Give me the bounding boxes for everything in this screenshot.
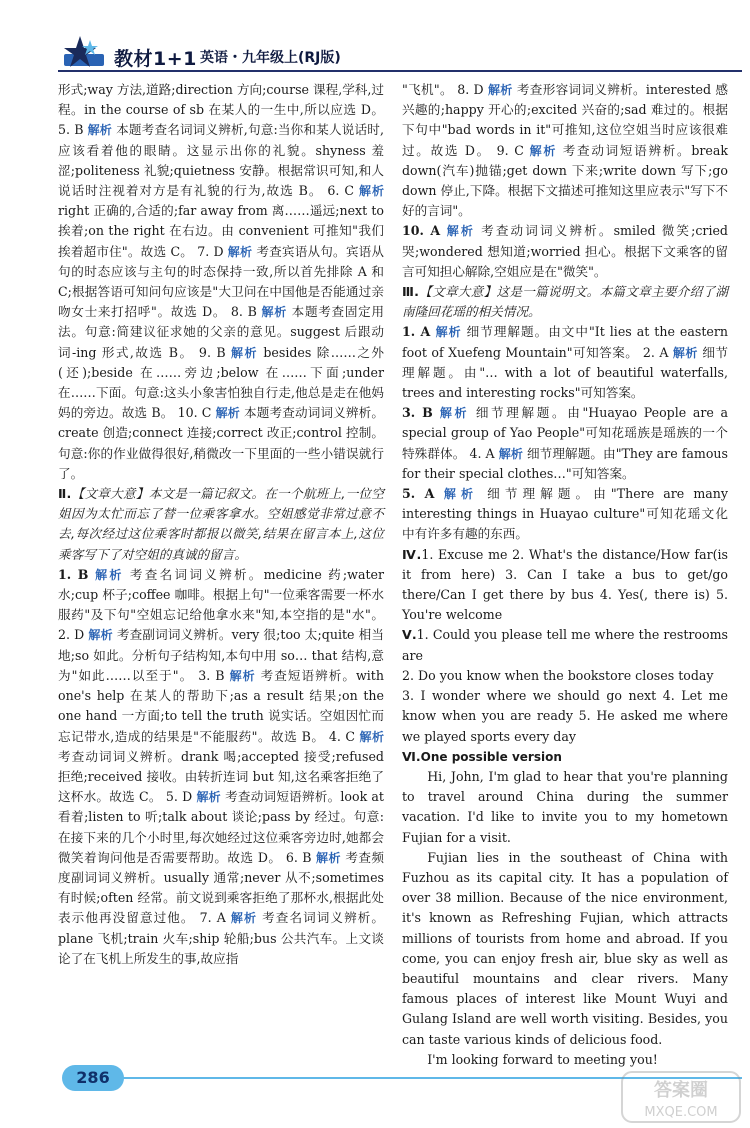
jiexi-label: 解析	[316, 850, 341, 865]
essay-paragraph: I'm looking forward to meeting you!	[427, 1051, 658, 1067]
jiexi-label: 解析	[87, 123, 112, 138]
jiexi-label: 解析	[439, 406, 470, 421]
jiexi-label: 解析	[672, 345, 698, 360]
section-three-summary	[402, 282, 728, 322]
section-number: Ⅴ.	[402, 627, 417, 643]
answer-paragraph: 1. B 解析 考查名词词义辨析。medicine 药;water 水;cup 杯子;coffee 咖啡。根据上句"一位乘客需要一杯水服药"及下句"空姐忘记给他拿水来"知,本空指的是"水"。 2. D 解析 考查副词词义辨析。very 很;too 太;quite 相当地;so 如此。分析句子结构知,本句中用 so… that 结构,意为"如此……以至于"。 3. B 解析 考查短语辨析。with one's help 在某人的帮助下;as a result 结果;on the one hand 一方面;to tell the truth 说实话。空姐因忙而忘记带水,造成的结果是"不能服药"。故选 B。 4. C 解析 考查动词词义辨析。drank 喝;accepted 接受;refused 拒绝;received 接收。由转折连词 but 知,这名乘客拒绝了这杯水。故选 C。 5. D 解析 考查动词短语辨析。look at 看着;listen to 听;talk about 谈论;pass by 经过。句意:在接下来的几个小时里,每次她经过这位乘客旁边时,她都会微笑着询问他是否需要帮助。故选 D。 6. B 解析 考查频度副词词义辨析。usually 通常;never 从不;sometimes 有时候;often 经常。前文说到乘客拒绝了那杯水,根据此处表示他再没留意过他。 7. A 解析 考查名词词义辨析。plane 飞机;train 火车;ship 轮船;bus 公共汽车。上文谈论了在飞机上所发生的事,故应指	[58, 566, 384, 966]
jiexi-label: 解析	[261, 305, 287, 320]
jiexi-label: 解析	[359, 184, 384, 199]
site-watermark-icon	[620, 1070, 742, 1124]
jiexi-label: 解析	[435, 325, 462, 340]
answer-line: 2. Do you know when the bookstore closes today	[402, 667, 714, 683]
svg-text:MXQE.COM: MXQE.COM	[644, 1105, 718, 1120]
essay-paragraph: Fujian lies in the southeast of China with Fuzhou as its capital city. It has a population of over 38 million. Because of the nice environment, it's known as Refreshing Fujian, which attracts millions of tourists from home and abroad. If you come, you can enjoy fresh air, blue sky as well as beautiful mountains and clear rivers. Many famous places of interest like Mount Wuyi and Gulang Island are well worth visiting. Besides, you can taste various kinds of delicious food.	[402, 849, 728, 1047]
jiexi-label: 解析	[231, 345, 258, 360]
svg-text:答案圈: 答案圈	[654, 1080, 708, 1101]
essay-paragraph: Hi, John, I'm glad to hear that you're planning to travel around China during the summer vacation. I'd like to invite you to my hometown Fujian for a visit.	[402, 768, 728, 845]
jiexi-label: 解析	[215, 406, 240, 421]
jiexi-label: 解析	[95, 567, 124, 582]
book-subject: 英语・九年级上(RJ版)	[200, 50, 341, 66]
answer-paragraph: 5. A 解析 细节理解题。由"There are many interesting things in Huayao culture"可知花瑶文化中有许多有趣的东西。	[402, 486, 728, 542]
answer-paragraph: 10. A 解析 考查动词词义辨析。smiled 微笑;cried 哭;wondered 想知道;worried 担心。根据下文乘客的留言可知担心解除,空姐应是在"微笑"。	[402, 223, 728, 279]
book-title: 教材1+1	[114, 48, 197, 70]
passage-summary: 【文章大意】这是一篇说明文。本篇文章主要介绍了湖南隆回花瑶的相关情况。	[402, 284, 728, 320]
answer-paragraph: 形式;way 方法,道路;direction 方向;course 课程,学科,过程。in the course of sb 在某人的一生中,所以应选 D。 5. B 解析 本题考查名词词义辨析,句意:当你和某人说话时,应该看着他的眼睛。这显示出你的礼貌。shyness 羞涩;politeness 礼貌;quietness 安静。根据常识可知,和人说话时注视着对方是有礼貌的行为,故选 B。 6. C 解析 right 正确的,合适的;far away from 离……遥远;next to 挨着;on the right 在右边。由 convenient 可推知"我们挨着超市住"。故选 C。 7. D 解析 考查宾语从句。宾语从句的时态应该与主句的时态保持一致,所以首先排除 A 和 C;根据答语可知问句应该是"大卫问在中国他是否能通过亲吻女士来打招呼"。故选 D。 8. B 解析 本题考查固定用法。句意:简建议征求她的父亲的意见。suggest 后跟动词-ing 形式,故选 B。 9. B 解析 besides 除……之外(还);beside 在……旁边;below 在……下面;under 在……下面。句意:这头小象害怕独自行走,他总是走在他妈妈的旁边。故选 B。 10. C 解析 本题考查动词词义辨析。create 创造;connect 连接;correct 改正;control 控制。句意:你的作业做得很好,稍微改一下里面的一些小错误就行了。	[58, 82, 384, 481]
section-six-heading	[402, 747, 728, 767]
page-number: 286	[62, 1065, 124, 1091]
page-header	[60, 38, 740, 68]
section-number: Ⅵ.	[402, 748, 421, 764]
answer-paragraph: "飞机"。 8. D 解析 考查形容词词义辨析。interested 感兴趣的;happy 开心的;excited 兴奋的;sad 难过的。根据下句中"bad words in it"可推知,这位空姐当时应该很难过。故选 D。 9. C 解析 考查动词短语辨析。break down(汽车)抛锚;get down 下来;write down 写下;go down 停止,下降。根据下文描述可推知这里应表示"写下不好的言词"。	[402, 82, 728, 219]
jiexi-label: 解析	[487, 83, 513, 97]
jiexi-label: 解析	[498, 446, 523, 461]
answer-paragraph: 3. B 解析 细节理解题。由"Huayao People are a special group of Yao People"可知花瑶族是瑶族的一个特殊群体。 4. A 解析 细节理解题。由"They are famous for their special clothes…"可知答案。	[402, 405, 728, 481]
section-four-answers: Ⅳ.1. Excuse me 2. What's the distance/How far(is it from here) 3. Can I take a bus to get/go there/Can I get there by bus 4. Yes(, there is) 5. You're welcome	[402, 546, 729, 623]
jiexi-label: 解析	[229, 668, 256, 683]
section-two-summary	[58, 484, 384, 565]
jiexi-label: 解析	[529, 143, 558, 158]
jiexi-label: 解析	[359, 729, 384, 744]
passage-summary: 【文章大意】本文是一篇记叙文。在一个航班上,一位空姐因为太忙而忘了替一位乘客拿水。空姐感觉非常过意不去,每次经过这位乘客时都报以微笑,结果在留言本上,这位乘客写下了对空姐的真诚的留言。	[58, 486, 384, 562]
jiexi-label: 解析	[230, 911, 258, 926]
essay-title: One possible version	[420, 749, 562, 764]
right-column	[402, 80, 728, 1070]
left-column	[58, 80, 384, 969]
jiexi-label: 解析	[196, 790, 221, 805]
jiexi-label: 解析	[443, 487, 479, 502]
jiexi-label: 解析	[88, 628, 113, 643]
jiexi-label: 解析	[227, 244, 253, 259]
section-number: Ⅱ.	[58, 486, 72, 502]
section-number: Ⅳ.	[402, 546, 422, 562]
book-star-logo-icon	[60, 36, 108, 70]
jiexi-label: 解析	[446, 224, 475, 239]
answer-line: 3. I wonder where we should go next 4. Let me know when you are ready 5. He asked me where we played sports every day	[402, 688, 728, 744]
answer-paragraph: 1. A 解析 细节理解题。由文中"It lies at the eastern foot of Xuefeng Mountain"可知答案。 2. A 解析 细节理解题。由"… with a lot of beautiful waterfalls, trees and interesting rocks"可知答案。	[402, 324, 729, 401]
section-five-answers: Ⅴ.1. Could you please tell me where the restrooms are	[402, 627, 728, 663]
header-divider	[58, 70, 742, 72]
section-number: Ⅲ.	[402, 284, 419, 300]
